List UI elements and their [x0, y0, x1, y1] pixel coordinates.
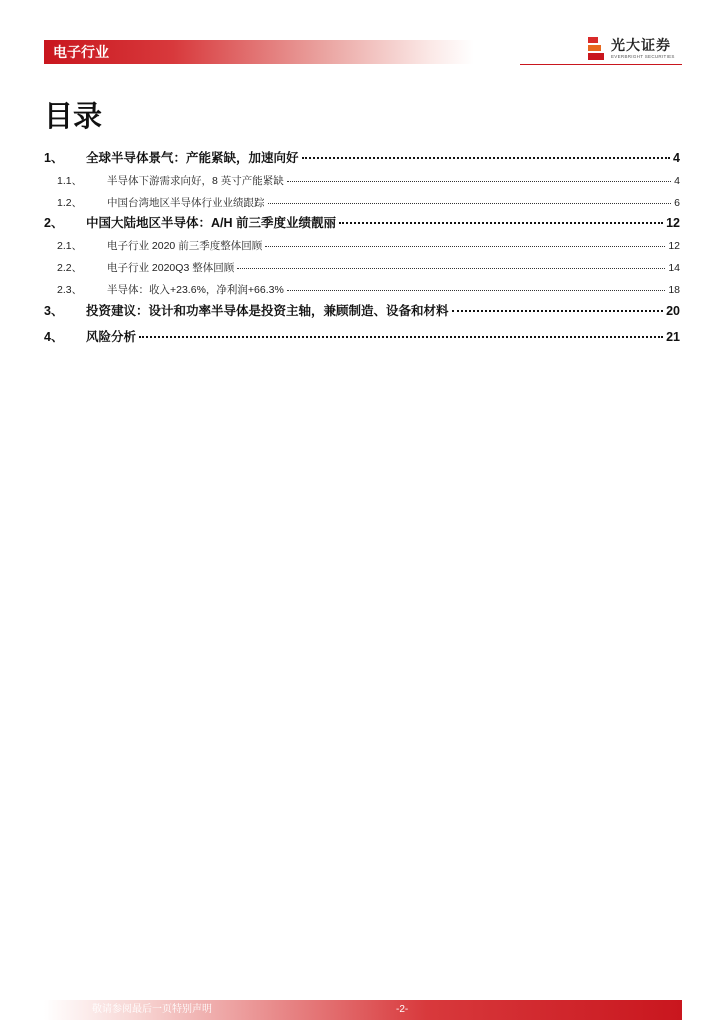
page-title: 目录	[44, 101, 103, 133]
toc-entry-title: 风险分析	[86, 330, 137, 344]
toc-entry[interactable]	[44, 213, 680, 231]
toc-entry-number: 1、	[44, 151, 64, 165]
everbright-logo-icon	[587, 36, 605, 62]
toc-entry-page: 14	[668, 262, 680, 274]
toc-leader-dots	[265, 246, 665, 247]
toc-leader-dots	[452, 310, 664, 312]
toc-entry-title: 半导体：收入+23.6%，净利润+66.3%	[107, 284, 284, 296]
toc-entry-page: 4	[673, 151, 680, 165]
toc-entry[interactable]	[44, 282, 680, 297]
toc-entry-page: 18	[668, 284, 680, 296]
toc-leader-dots	[287, 290, 666, 291]
company-logo	[587, 36, 687, 64]
footer-disclaimer: 敬请参阅最后一页特别声明	[92, 1004, 212, 1015]
toc-entry-title: 中国大陆地区半导体：A/H 前三季度业绩靓丽	[86, 216, 337, 230]
toc-entry-page: 12	[666, 216, 680, 230]
toc-entry[interactable]	[44, 260, 680, 275]
toc-entry-title: 中国台湾地区半导体行业业绩跟踪	[107, 197, 265, 209]
toc-entry-number: 1.1、	[57, 175, 83, 187]
toc-entry[interactable]	[44, 301, 680, 319]
toc-entry-page: 20	[666, 304, 680, 318]
toc-entry-title: 电子行业 2020Q3 整体回顾	[107, 262, 235, 274]
toc-entry-title: 半导体下游需求向好，8 英寸产能紧缺	[107, 175, 284, 187]
toc-entry-number: 2.3、	[57, 284, 83, 296]
toc-entry-page: 4	[674, 175, 680, 187]
logo-english-name: EVERBRIGHT SECURITIES	[611, 54, 675, 59]
toc-entry[interactable]	[44, 327, 680, 345]
toc-entry-number: 2.1、	[57, 240, 83, 252]
toc-leader-dots	[139, 336, 663, 338]
toc-entry-title: 电子行业 2020 前三季度整体回顾	[107, 240, 263, 252]
logo-chinese-name: 光大证券	[611, 37, 671, 53]
toc-entry-number: 4、	[44, 330, 64, 344]
header-section-label: 电子行业	[53, 44, 109, 60]
toc-entry-page: 12	[668, 240, 680, 252]
toc-leader-dots	[237, 268, 665, 269]
toc-entry-title: 全球半导体景气：产能紧缺，加速向好	[86, 151, 299, 165]
toc-leader-dots	[302, 157, 671, 159]
toc-entry-number: 1.2、	[57, 197, 83, 209]
toc-entry-number: 2、	[44, 216, 64, 230]
toc-leader-dots	[339, 222, 663, 224]
toc-entry-number: 3、	[44, 304, 64, 318]
toc-entry[interactable]	[44, 238, 680, 253]
header-rule	[520, 64, 682, 65]
toc-entry-page: 6	[674, 197, 680, 209]
toc-leader-dots	[287, 181, 671, 182]
footer-page-number: -2-	[396, 1004, 409, 1015]
toc-entry-number: 2.2、	[57, 262, 83, 274]
toc-entry[interactable]	[44, 173, 680, 188]
toc-entry-page: 21	[666, 330, 680, 344]
toc-entry[interactable]	[44, 195, 680, 210]
toc-leader-dots	[268, 203, 672, 204]
toc-entry[interactable]	[44, 148, 680, 166]
toc-entry-title: 投资建议：设计和功率半导体是投资主轴，兼顾制造、设备和材料	[86, 304, 449, 318]
